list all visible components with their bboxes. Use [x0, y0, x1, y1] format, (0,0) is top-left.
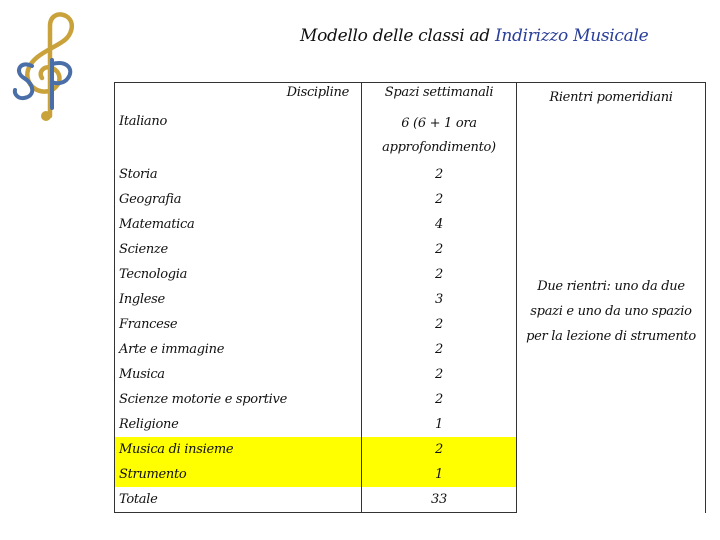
hours-cell: 33	[362, 487, 517, 513]
table-row	[115, 110, 706, 162]
hours-cell: 4	[362, 212, 517, 237]
subject-cell: Religione	[115, 412, 362, 437]
hours-cell: 2	[362, 187, 517, 212]
subject-cell: Matematica	[115, 212, 362, 237]
treble-clef-logo-icon	[6, 8, 86, 124]
hours-cell: 3	[362, 287, 517, 312]
subject-cell: Tecnologia	[115, 262, 362, 287]
hours-cell: 2	[362, 162, 517, 187]
subject-cell: Strumento	[115, 462, 362, 487]
subject-cell: Scienze	[115, 237, 362, 262]
hours-cell: 2	[362, 387, 517, 412]
hours-cell: 2	[362, 262, 517, 287]
hours-cell: 2	[362, 437, 517, 462]
hours-cell: 2	[362, 237, 517, 262]
subject-cell: Scienze motorie e sportive	[115, 387, 362, 412]
hours-cell: 6 (6 + 1 ora approfondimento)	[362, 110, 517, 162]
hours-cell: 2	[362, 362, 517, 387]
schedule-table	[114, 82, 706, 513]
hours-cell: 1	[362, 412, 517, 437]
title-accent: Indirizzo Musicale	[494, 26, 649, 46]
afternoon-note-cell: Due rientri: uno da due spazi e uno da uno spazio per la lezione di strumento	[517, 110, 706, 513]
subject-cell: Italiano	[115, 110, 362, 162]
subject-cell: Musica	[115, 362, 362, 387]
subject-cell: Totale	[115, 487, 362, 513]
subject-cell: Inglese	[115, 287, 362, 312]
table-header-row	[115, 83, 706, 111]
header-subjects: Discipline	[115, 83, 362, 111]
hours-cell: 2	[362, 337, 517, 362]
hours-cell: 2	[362, 312, 517, 337]
page-title	[300, 26, 648, 46]
subject-cell: Arte e immagine	[115, 337, 362, 362]
subject-cell: Francese	[115, 312, 362, 337]
subject-cell: Storia	[115, 162, 362, 187]
hours-cell: 1	[362, 462, 517, 487]
header-hours: Spazi settimanali	[362, 83, 517, 111]
subject-cell: Musica di insieme	[115, 437, 362, 462]
header-afternoon: Rientri pomeridiani	[517, 83, 706, 111]
title-main: Modello delle classi ad	[300, 26, 495, 46]
subject-cell: Geografia	[115, 187, 362, 212]
